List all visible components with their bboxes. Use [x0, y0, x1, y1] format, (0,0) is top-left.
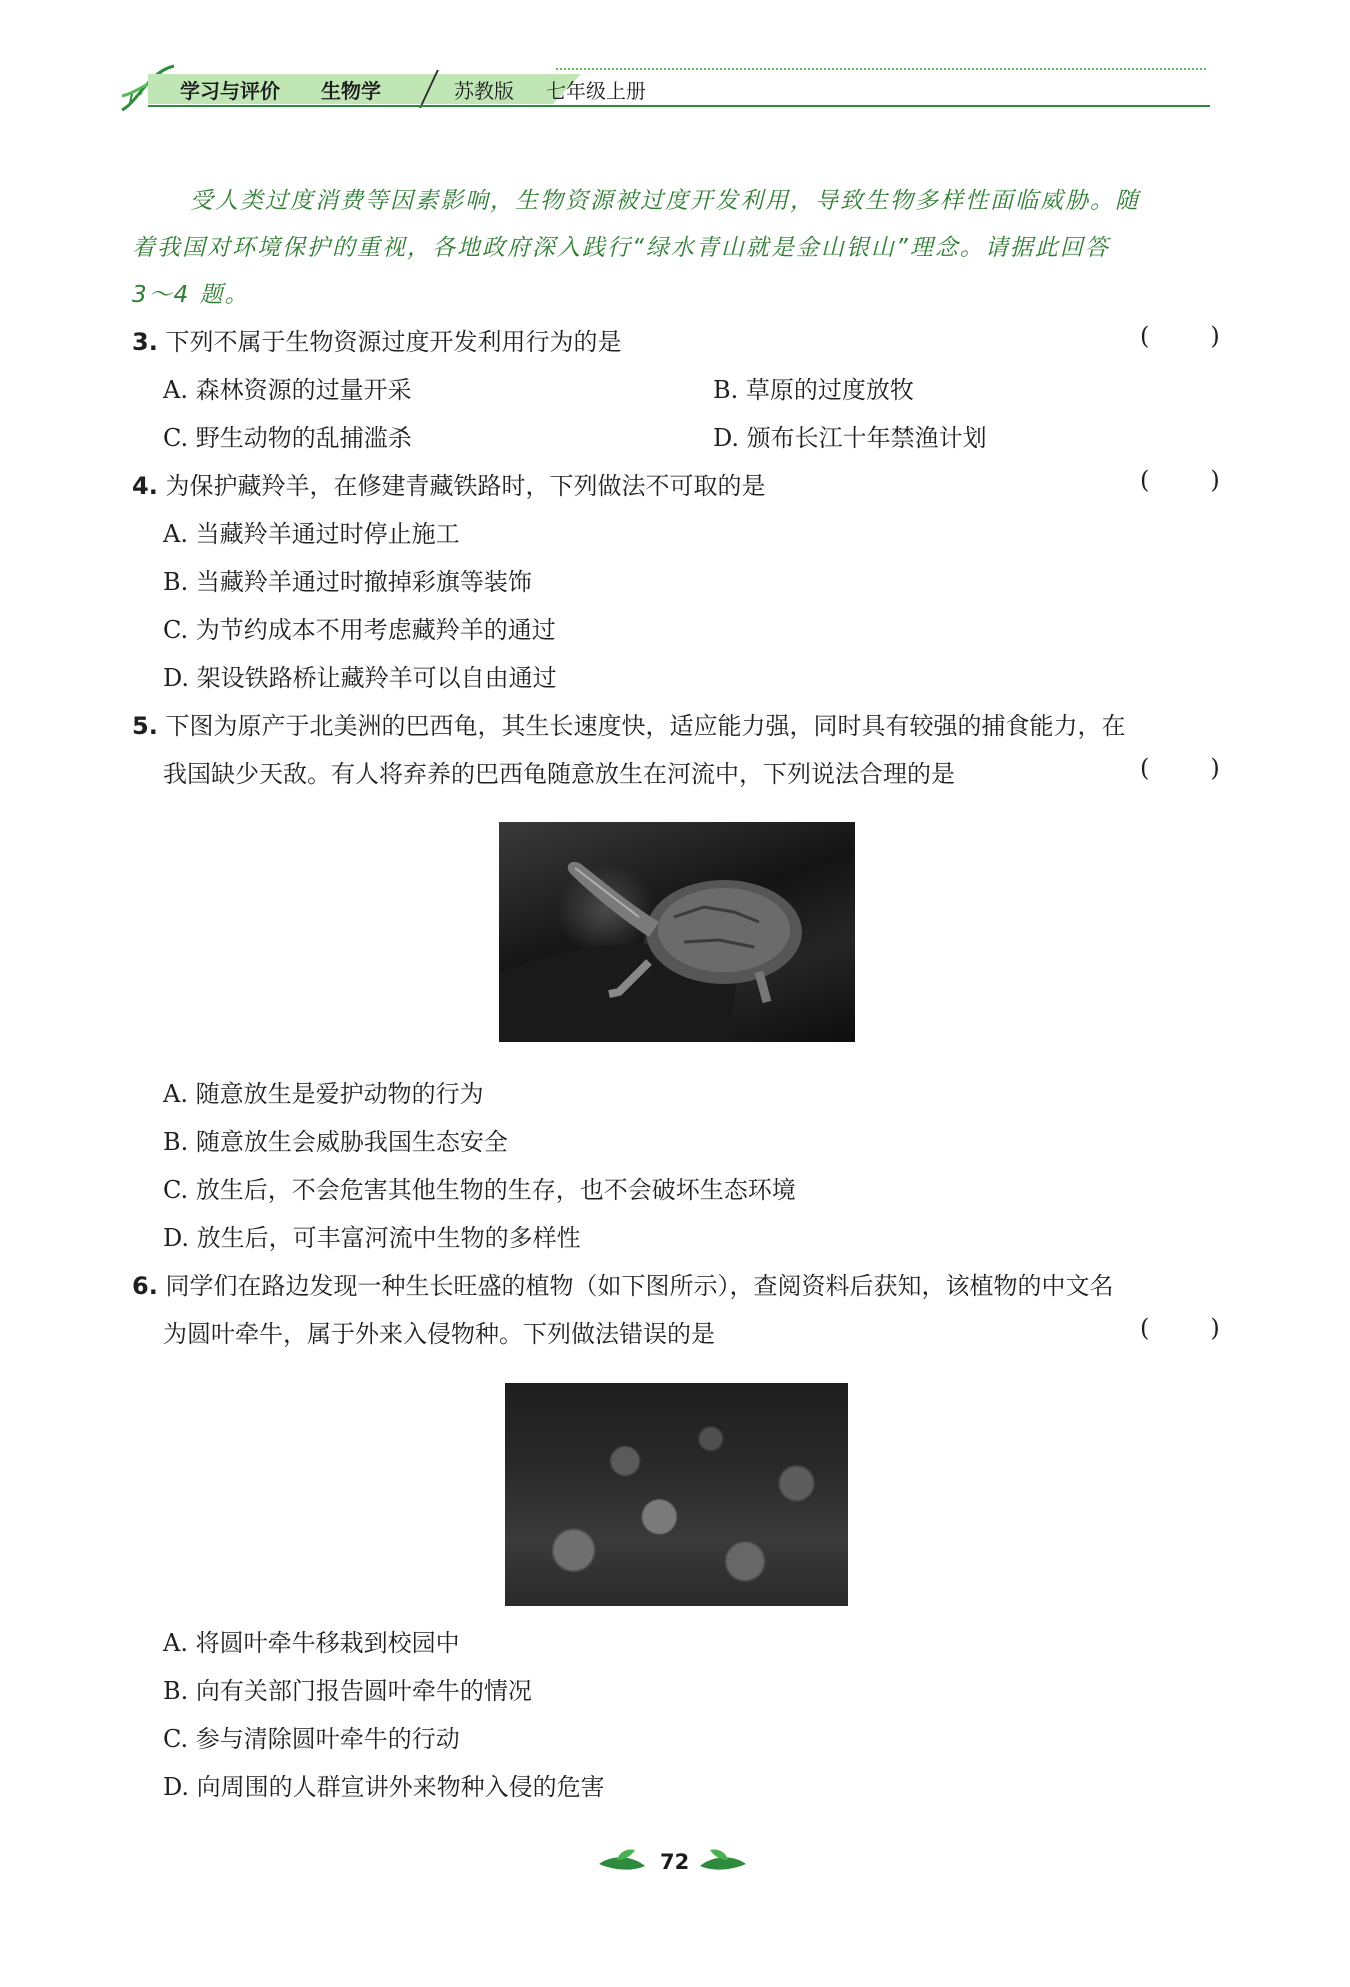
question-text: 同学们在路边发现一种生长旺盛的植物（如下图所示），查阅资料后获知，该植物的中文名	[165, 1272, 1114, 1300]
question-5-stem-cont	[163, 754, 955, 789]
q4-option-c[interactable]: C. 为节约成本不用考虑藏羚羊的通过	[163, 616, 556, 644]
q6-option-a[interactable]: A. 将圆叶牵牛移栽到校园中	[163, 1629, 460, 1657]
leaf-right-icon	[695, 1846, 750, 1880]
q5-option-d[interactable]: D. 放生后，可丰富河流中生物的多样性	[163, 1224, 581, 1252]
question-number: 5.	[132, 712, 158, 740]
question-number: 4.	[132, 472, 158, 500]
leaf-left-icon	[595, 1846, 650, 1880]
question-5-stem	[132, 706, 1125, 741]
intro-line: 着我国对环境保护的重视，各地政府深入践行“绿水青山就是金山银山”理念。请据此回答	[132, 235, 1110, 261]
question-text: 下图为原产于北美洲的巴西龟，其生长速度快，适应能力强，同时具有较强的捕食能力，在	[165, 712, 1126, 740]
q6-option-c[interactable]: C. 参与清除圆叶牵牛的行动	[163, 1725, 460, 1753]
header-dotted-line	[556, 68, 1206, 70]
question-text: 为圆叶牵牛，属于外来入侵物种。下列做法错误的是	[163, 1320, 715, 1348]
subject-title: 生物学	[321, 79, 381, 103]
q6-option-b[interactable]: B. 向有关部门报告圆叶牵牛的情况	[163, 1677, 532, 1705]
answer-blank[interactable]: ( )	[1140, 322, 1220, 350]
question-text: 为保护藏羚羊，在修建青藏铁路时，下列做法不可取的是	[165, 472, 766, 500]
header-rule	[148, 105, 1210, 107]
series-title: 学习与评价	[180, 79, 280, 103]
q5-option-c[interactable]: C. 放生后，不会危害其他生物的生存，也不会破坏生态环境	[163, 1176, 796, 1204]
intro-line: 3～4 题。	[132, 282, 250, 308]
q3-option-c[interactable]: C. 野生动物的乱捕滥杀	[163, 424, 412, 452]
page-header	[118, 62, 1213, 112]
question-4-stem	[132, 466, 765, 501]
question-6-stem	[132, 1266, 1113, 1301]
q3-option-a[interactable]: A. 森林资源的过量开采	[163, 376, 412, 404]
intro-passage	[132, 178, 1222, 319]
answer-blank[interactable]: ( )	[1140, 466, 1220, 494]
turtle-photo	[499, 822, 855, 1042]
morning-glory-photo	[505, 1383, 848, 1606]
q5-option-b[interactable]: B. 随意放生会威胁我国生态安全	[163, 1128, 508, 1156]
answer-blank[interactable]: ( )	[1140, 754, 1220, 782]
q4-option-d[interactable]: D. 架设铁路桥让藏羚羊可以自由通过	[163, 664, 557, 692]
question-text: 我国缺少天敌。有人将弃养的巴西龟随意放生在河流中，下列说法合理的是	[163, 760, 955, 788]
q6-option-d[interactable]: D. 向周围的人群宣讲外来物种入侵的危害	[163, 1773, 605, 1801]
question-text: 下列不属于生物资源过度开发利用行为的是	[165, 328, 622, 356]
page-footer	[595, 1846, 755, 1880]
q4-option-a[interactable]: A. 当藏羚羊通过时停止施工	[163, 520, 460, 548]
turtle-illustration	[499, 822, 855, 1042]
page-number: 72	[660, 1850, 690, 1874]
edition-label: 苏教版	[454, 79, 514, 103]
question-3-stem	[132, 322, 621, 357]
question-number: 3.	[132, 328, 158, 356]
q5-option-a[interactable]: A. 随意放生是爱护动物的行为	[163, 1080, 484, 1108]
q3-option-d[interactable]: D. 颁布长江十年禁渔计划	[713, 424, 987, 452]
intro-line: 受人类过度消费等因素影响，生物资源被过度开发利用，导致生物多样性面临威胁。随	[190, 188, 1140, 214]
grade-label: 七年级上册	[546, 79, 646, 103]
question-6-stem-cont	[163, 1314, 715, 1349]
answer-blank[interactable]: ( )	[1140, 1314, 1220, 1342]
q3-option-b[interactable]: B. 草原的过度放牧	[713, 376, 914, 404]
q4-option-b[interactable]: B. 当藏羚羊通过时撤掉彩旗等装饰	[163, 568, 532, 596]
question-number: 6.	[132, 1272, 158, 1300]
